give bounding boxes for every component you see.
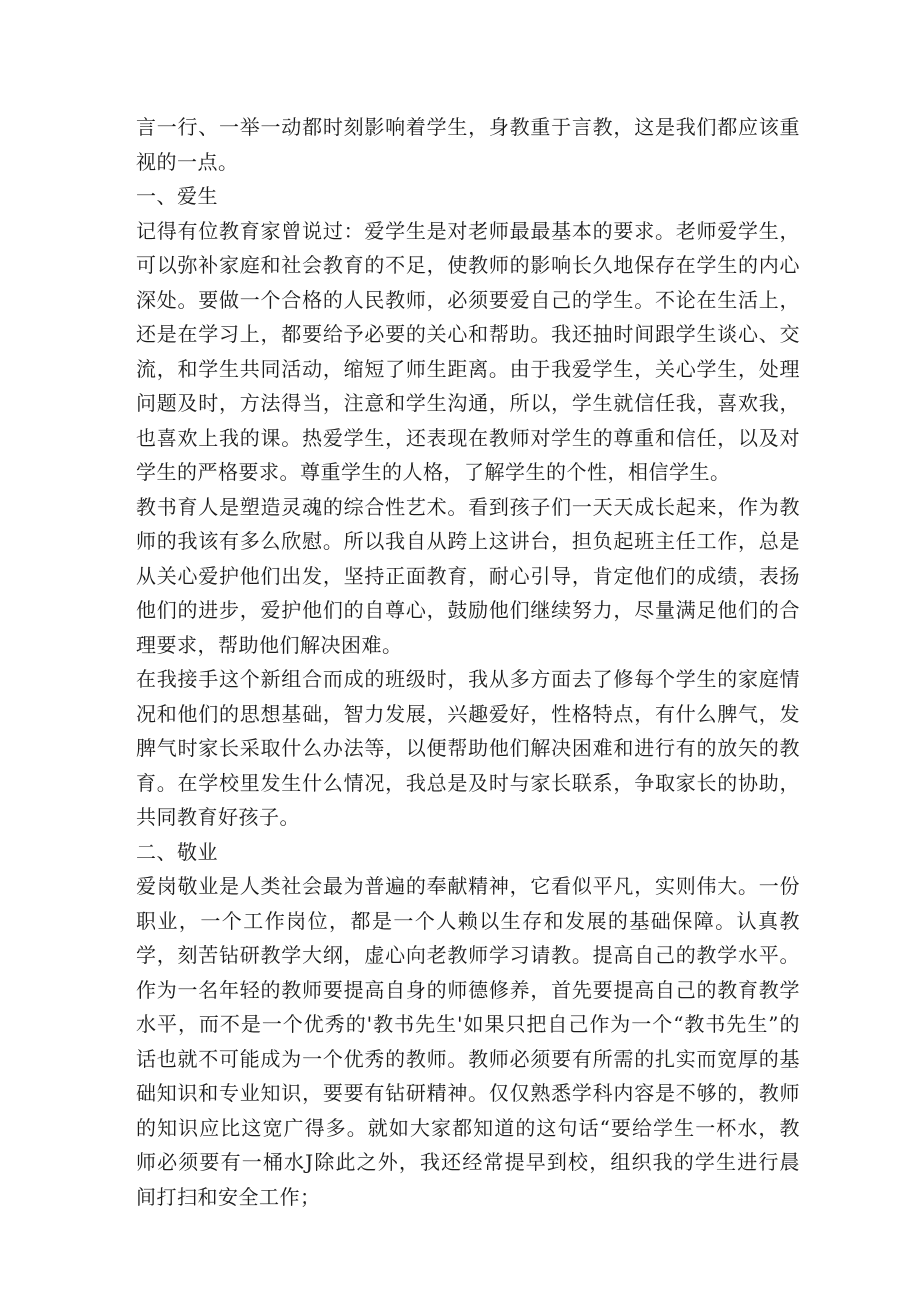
paragraph-dedication: 爱岗敬业是人类社会最为普遍的奉献精神，它看似平凡，实则伟大。一份职业，一个工作岗位，都是一个人赖以生存和发展的基础保障。认真教学，刻苦钻研教学大纲，虚心向老教师学习请教。提高自己的教学水平。作为一名年轻的教师要提高自身的师德修养，首先要提高自己的教育教学水平，而不是一个优秀的'教书先生'如果只把自己作为一个“教书先生”的话也就不可能成为一个优秀的教师。教师必须要有所需的扎实而宽厚的基础知识和专业知识，要要有钻研精神。仅仅熟悉学科内容是不够的，教师的知识应比这宽广得多。就如大家都知道的这句话“要给学生一杯水，教师必须要有一桶水J除此之外，我还经常提早到校，组织我的学生进行晨间打扫和安全工作；	[136, 874, 800, 1209]
paragraph-love-students: 记得有位教育家曾说过：爱学生是对老师最最基本的要求。老师爱学生，可以弥补家庭和社会教育的不足，使教师的影响长久地保存在学生的内心深处。要做一个合格的人民教师，必须要爱自己的学生。不论在生活上，还是在学习上，都要给予必要的关心和帮助。我还抽时间跟学生谈心、交流，和学生共同活动，缩短了师生距离。由于我爱学生，关心学生，处理问题及时，方法得当，注意和学生沟通，所以，学生就信任我，喜欢我，也喜欢上我的课。热爱学生，还表现在教师对学生的尊重和信任，以及对学生的严格要求。尊重学生的人格，了解学生的个性，相信学生。	[136, 218, 800, 484]
paragraph-new-class: 在我接手这个新组合而成的班级时，我从多方面去了修每个学生的家庭情况和他们的思想基础，智力发展，兴趣爱好，性格特点，有什么脾气，发脾气时家长采取什么办法等，以便帮助他们解决困难和进行有的放矢的教育。在学校里发生什么情况，我总是及时与家长联系，争取家长的协助，共同教育好孩子。	[136, 667, 800, 829]
paragraph-intro: 言一行、一举一动都时刻影响着学生，身教重于言教，这是我们都应该重视的一点。	[136, 115, 800, 174]
paragraph-educating: 教书育人是塑造灵魂的综合性艺术。看到孩子们一天天成长起来，作为教师的我该有多么欣慰。所以我自从跨上这讲台，担负起班主任工作，总是从关心爱护他们出发，坚持正面教育，耐心引导，肯定他们的成绩，表扬他们的进步，爱护他们的自尊心，鼓励他们继续努力，尽量满足他们的合理要求，帮助他们解决困难。	[136, 494, 800, 657]
section-heading-love-students: 一、爱生	[136, 184, 218, 208]
section-heading-dedication: 二、敬业	[136, 839, 218, 864]
document-body	[136, 110, 800, 1214]
